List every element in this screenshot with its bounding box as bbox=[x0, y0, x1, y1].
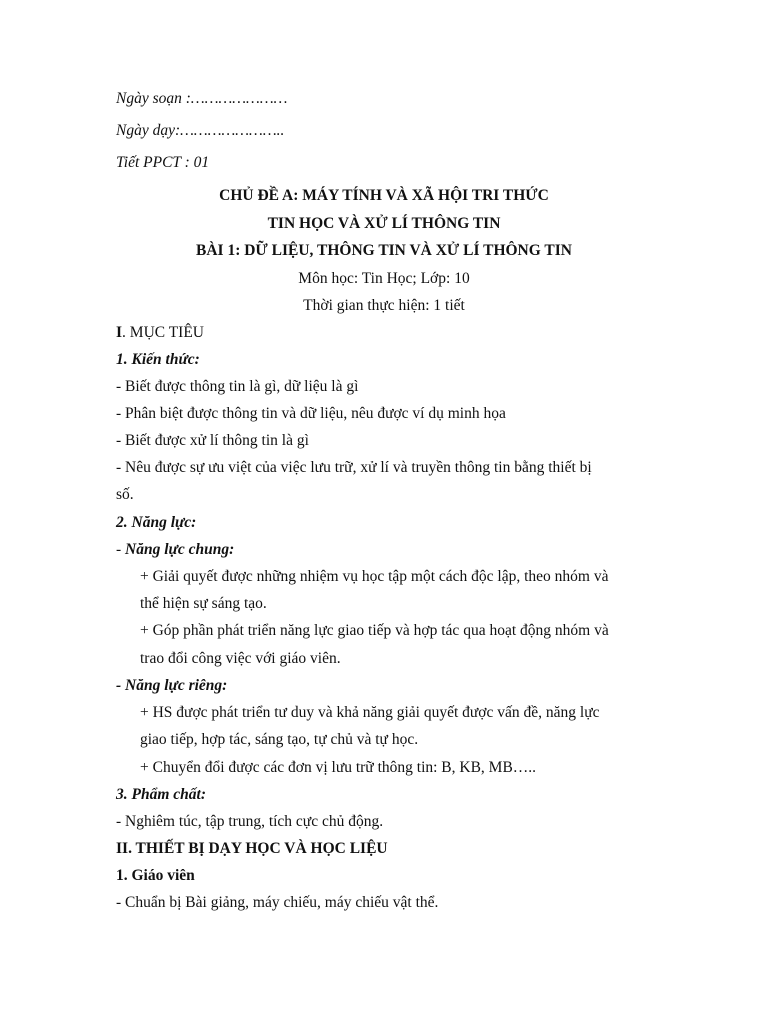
knowledge-item: - Phân biệt được thông tin và dữ liệu, nêu được ví dụ minh họa bbox=[116, 405, 506, 422]
teacher-item: - Chuẩn bị Bài giảng, máy chiếu, máy chiếu vật thể. bbox=[116, 894, 439, 911]
ngay-soan: Ngày soạn :………………… bbox=[116, 90, 288, 107]
lesson-title: BÀI 1: DỮ LIỆU, THÔNG TIN VÀ XỬ LÍ THÔNG TIN bbox=[196, 242, 572, 259]
section-1-title: . MỤC TIÊU bbox=[122, 324, 204, 341]
dash: - bbox=[116, 541, 126, 558]
knowledge-item: - Biết được thông tin là gì, dữ liệu là gì bbox=[116, 378, 359, 395]
specific-competency-item-cont: giao tiếp, hợp tác, sáng tạo, tự chủ và tự học. bbox=[140, 731, 419, 748]
general-competency-item-cont: trao đổi công việc với giáo viên. bbox=[140, 650, 341, 667]
competency-heading: 2. Năng lực: bbox=[116, 514, 197, 531]
specific-competency-item: + Chuyển đổi được các đơn vị lưu trữ thông tin: B, KB, MB….. bbox=[140, 759, 537, 776]
section-2-heading: II. THIẾT BỊ DẠY HỌC VÀ HỌC LIỆU bbox=[116, 840, 388, 857]
subject-grade: Môn học: Tin Học; Lớp: 10 bbox=[298, 270, 470, 287]
subtitle: TIN HỌC VÀ XỬ LÍ THÔNG TIN bbox=[267, 215, 501, 232]
topic-title: CHỦ ĐỀ A: MÁY TÍNH VÀ XÃ HỘI TRI THỨC bbox=[219, 187, 549, 204]
section-1-heading bbox=[116, 323, 658, 343]
quality-item: - Nghiêm túc, tập trung, tích cực chủ động. bbox=[116, 813, 384, 830]
duration: Thời gian thực hiện: 1 tiết bbox=[303, 297, 465, 314]
general-competency-text: Năng lực chung: bbox=[125, 541, 235, 558]
general-competency-label bbox=[116, 540, 658, 560]
general-competency-item: + Góp phần phát triển năng lực giao tiếp và hợp tác qua hoạt động nhóm và bbox=[140, 622, 609, 639]
specific-competency-label: - Năng lực riêng: bbox=[116, 677, 228, 694]
knowledge-item: - Biết được xử lí thông tin là gì bbox=[116, 432, 309, 449]
quality-heading: 3. Phẩm chất: bbox=[116, 786, 206, 803]
teacher-heading: 1. Giáo viên bbox=[116, 867, 195, 884]
tiet-ppct: Tiết PPCT : 01 bbox=[116, 154, 210, 171]
general-competency-item: + Giải quyết được những nhiệm vụ học tập một cách độc lập, theo nhóm và bbox=[140, 568, 609, 585]
ngay-day: Ngày dạy:………………….. bbox=[116, 122, 285, 139]
general-competency-item-cont: thể hiện sự sáng tạo. bbox=[140, 595, 267, 612]
specific-competency-item: + HS được phát triển tư duy và khả năng giải quyết được vấn đề, năng lực bbox=[140, 704, 600, 721]
knowledge-heading: 1. Kiến thức: bbox=[116, 351, 200, 368]
knowledge-item-cont: số. bbox=[116, 486, 134, 503]
knowledge-item: - Nêu được sự ưu việt của việc lưu trữ, xử lí và truyền thông tin bằng thiết bị bbox=[116, 459, 592, 476]
section-1-number: I bbox=[116, 324, 123, 341]
